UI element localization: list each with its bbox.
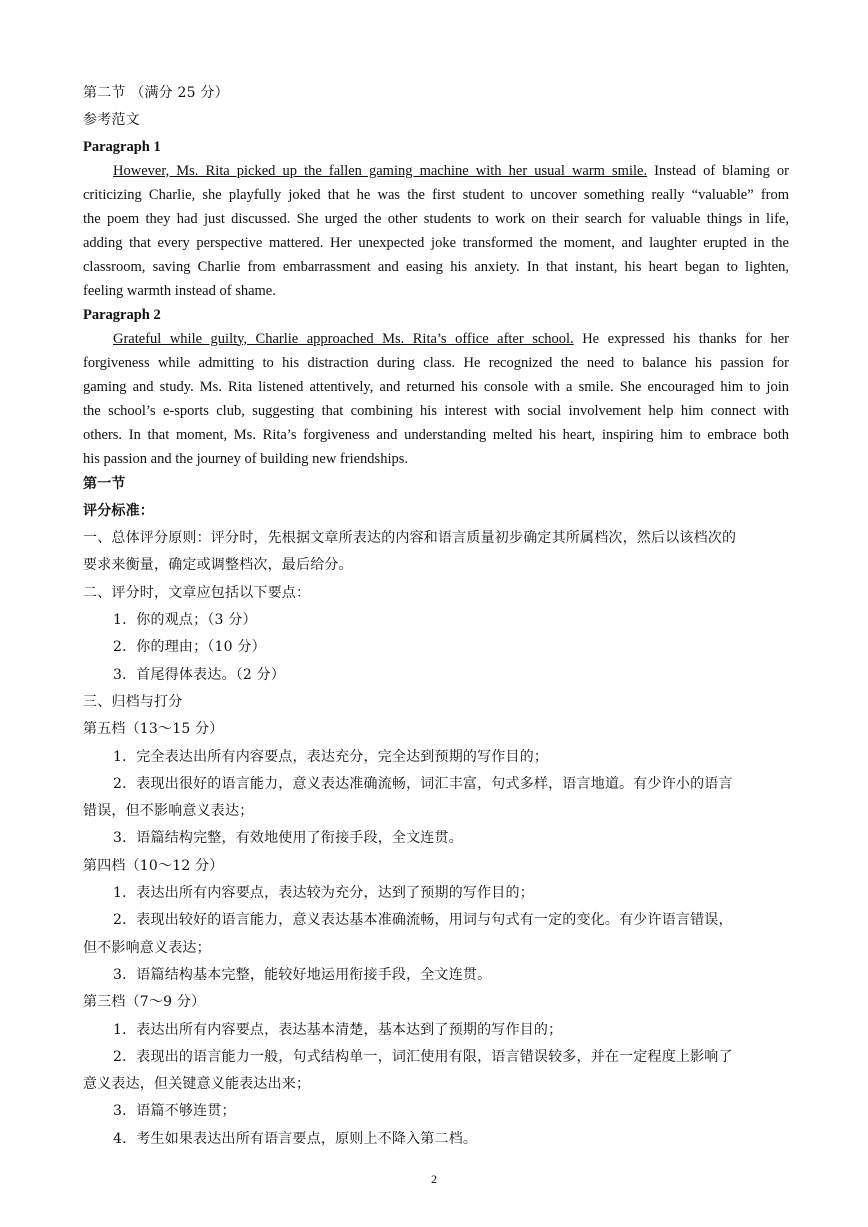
criteria-line: 4．考生如果表达出所有语言要点，原则上不降入第二档。 [113,1130,478,1147]
criteria-line: 但不影响意义表达； [83,939,211,956]
grade-heading: 第五档（13～15 分） [83,721,224,738]
criteria-line: 2．表现出较好的语言能力，意义表达基本准确流畅，用词与句式有一定的变化。有少许语言错误， [113,912,733,929]
section1-heading: 第一节 [83,475,126,492]
criteria-line: 2．表现出的语言能力一般，句式结构单一，词汇使用有限，语言错误较多，并在一定程度上影响了 [113,1048,733,1065]
paragraph2-line: his passion and the journey of building new friendships. [83,450,408,467]
paragraph1-title: Paragraph 1 [83,138,161,155]
paragraph2-continuation: He expressed his thanks for her [573,330,789,347]
paragraph1-first-sentence: However, Ms. Rita picked up the fallen gaming machine with her usual warm smile. [113,162,648,179]
paragraph2-line: gaming and study. Ms. Rita listened attentively, and returned his console with a smile. She encouraged him to join [83,378,789,395]
criteria-line: 3．首尾得体表达。（2 分） [113,666,286,683]
paragraph1-line: classroom, saving Charlie from embarrassment and easing his anxiety. In that instant, his heart began to lighten, [83,258,789,275]
criteria-line: 二、评分时，文章应包括以下要点： [83,584,311,601]
grade-heading: 第三档（7～9 分） [83,994,206,1011]
criteria-line: 2．你的理由；（10 分） [113,639,266,656]
criteria-line: 错误，但不影响意义表达； [83,803,254,820]
page-number: 2 [431,1172,437,1186]
criteria-line: 意义表达，但关键意义能表达出来； [83,1076,311,1093]
criteria-line: 三、归档与打分 [83,693,183,710]
paragraph2-line: others. In that moment, Ms. Rita’s forgiveness and understanding melted his heart, inspiring him to embrace both [83,426,789,443]
paragraph1-line: criticizing Charlie, she playfully joked that he was the first student to uncover something really “valuable” from [83,186,789,203]
paragraph1-line: feeling warmth instead of shame. [83,282,276,299]
section2-heading: 第二节 （满分 25 分） [83,85,229,101]
criteria-line: 1．表达出所有内容要点，表达基本清楚，基本达到了预期的写作目的； [113,1021,563,1038]
paragraph2-first-sentence: Grateful while guilty, Charlie approached Ms. Rita’s office after school. [113,330,574,347]
paragraph1-continuation: Instead of blaming or [647,162,789,179]
paragraph1-line [83,159,789,183]
paragraph1-line: adding that every perspective mattered. Her unexpected joke transformed the moment, and laughter erupted in the [83,234,789,251]
criteria-line: 1．你的观点；（3 分） [113,612,257,629]
criteria-line: 一、总体评分原则：评分时，先根据文章所表达的内容和语言质量初步确定其所属档次，然后以该档次的 [83,530,737,547]
grade-heading: 第四档（10～12 分） [83,857,224,874]
paragraph2-title: Paragraph 2 [83,306,161,323]
paragraph2-line: the school’s e-sports club, suggesting that combining his interest with social involvement help him connect with [83,402,789,419]
paragraph2-line: forgiveness while admitting to his distraction during class. He recognized the need to balance his passion for [83,354,789,371]
criteria-line: 3．语篇结构完整，有效地使用了衔接手段，全文连贯。 [113,830,463,847]
criteria-line: 3．语篇不够连贯； [113,1103,236,1120]
criteria-line: 要求来衡量，确定或调整档次，最后给分。 [83,557,353,574]
paragraph2-line [83,327,789,351]
criteria-heading: 评分标准： [83,502,154,519]
criteria-line: 1．完全表达出所有内容要点，表达充分，完全达到预期的写作目的； [113,748,549,765]
criteria-line: 3．语篇结构基本完整，能较好地运用衔接手段，全文连贯。 [113,966,492,983]
model-label: 参考范文 [83,112,140,129]
criteria-line: 2．表现出很好的语言能力，意义表达准确流畅，词汇丰富，句式多样，语言地道。有少许小的语言 [113,775,733,792]
criteria-line: 1．表达出所有内容要点，表达较为充分，达到了预期的写作目的； [113,885,534,902]
document-page [83,80,789,1153]
paragraph1-line: the poem they had just discussed. She urged the other students to work on their search for valuable things in life, [83,210,789,227]
